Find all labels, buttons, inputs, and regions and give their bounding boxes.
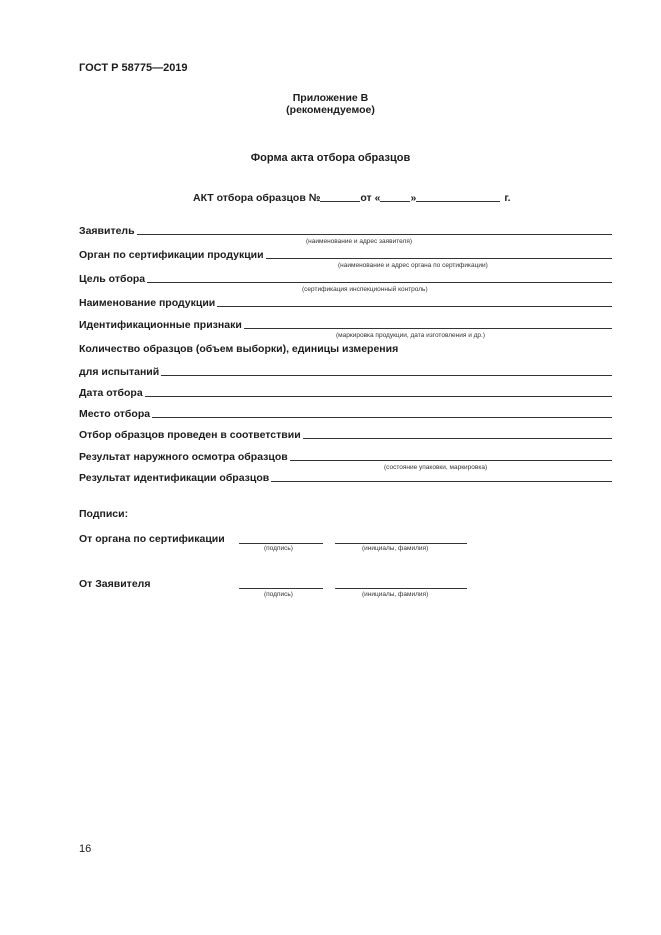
field-label: Орган по сертификации продукции: [79, 249, 264, 261]
act-day-blank[interactable]: [380, 190, 410, 202]
field-blank[interactable]: [152, 417, 612, 418]
sig-name-hint: (инициалы, фамилия): [362, 545, 429, 552]
field-hint: (маркировка продукции, дата изготовления и др.): [336, 332, 486, 339]
field-label: Цель отбора: [79, 273, 146, 285]
sig-cert-body-name-line[interactable]: [335, 543, 467, 544]
field-label: Результат идентификации образцов: [79, 472, 270, 484]
field-hint: (состояние упаковки, маркировка): [384, 464, 488, 471]
field-label: Наименование продукции: [79, 297, 216, 309]
act-prefix: АКТ отбора образцов №: [193, 192, 321, 204]
field-according-to: [79, 429, 612, 441]
sig-applicant-label: От Заявителя: [79, 578, 151, 590]
field-blank[interactable]: [271, 481, 612, 482]
field-blank[interactable]: [217, 306, 612, 307]
act-month-blank[interactable]: [416, 190, 500, 202]
field-for-tests: [79, 366, 612, 378]
act-year-suffix: г.: [504, 192, 511, 204]
field-blank[interactable]: [137, 234, 612, 235]
field-label: для испытаний: [79, 366, 160, 378]
field-hint: (сертификация инспекционный контроль): [302, 286, 428, 293]
field-visual-result: [79, 451, 612, 463]
field-label: Место отбора: [79, 408, 151, 420]
field-blank[interactable]: [161, 375, 612, 376]
sig-sign-hint: (подпись): [264, 545, 293, 552]
sig-name-hint: (инициалы, фамилия): [362, 591, 429, 598]
field-blank[interactable]: [244, 328, 612, 329]
annex-title: Приложение В: [292, 92, 369, 104]
sig-applicant-name-line[interactable]: [335, 588, 467, 589]
field-quantity: [79, 343, 398, 355]
field-id-result: [79, 472, 612, 484]
act-number-blank[interactable]: [320, 190, 360, 202]
field-date: [79, 387, 612, 399]
field-blank[interactable]: [290, 460, 612, 461]
field-hint: (наименование и адрес заявителя): [306, 238, 413, 245]
field-purpose: [79, 273, 612, 285]
field-label: Отбор образцов проведен в соответствии: [79, 429, 301, 441]
field-label: Количество образцов (объем выборки), единицы измерения: [79, 343, 399, 355]
field-product-name: [79, 297, 612, 309]
field-hint: (наименование и адрес органа по сертификации): [338, 262, 488, 269]
sig-cert-body-sign-line[interactable]: [239, 543, 323, 544]
sig-applicant-sign-line[interactable]: [239, 588, 323, 589]
field-id-features: [79, 319, 612, 331]
sig-sign-hint: (подпись): [264, 591, 293, 598]
field-label: Результат наружного осмотра образцов: [79, 451, 288, 463]
field-label: Заявитель: [79, 225, 135, 237]
annex-subtitle: (рекомендуемое): [286, 104, 375, 116]
form-title: Форма акта отбора образцов: [250, 152, 411, 164]
sig-cert-body-label: От органа по сертификации: [79, 533, 225, 545]
field-applicant: [79, 225, 612, 237]
signatures-heading: Подписи:: [79, 508, 129, 520]
field-label: Дата отбора: [79, 387, 143, 399]
act-from: от «: [360, 192, 381, 204]
act-heading: [193, 190, 511, 204]
field-place: [79, 408, 612, 420]
field-blank[interactable]: [266, 258, 612, 259]
field-blank[interactable]: [303, 438, 612, 439]
field-cert-body: [79, 249, 612, 261]
act-quote-close: »: [410, 192, 417, 204]
field-blank[interactable]: [145, 396, 612, 397]
field-blank[interactable]: [147, 282, 612, 283]
standard-number: ГОСТ Р 58775—2019: [79, 62, 188, 74]
field-label: Идентификационные признаки: [79, 319, 242, 331]
page-number: 16: [79, 843, 92, 855]
